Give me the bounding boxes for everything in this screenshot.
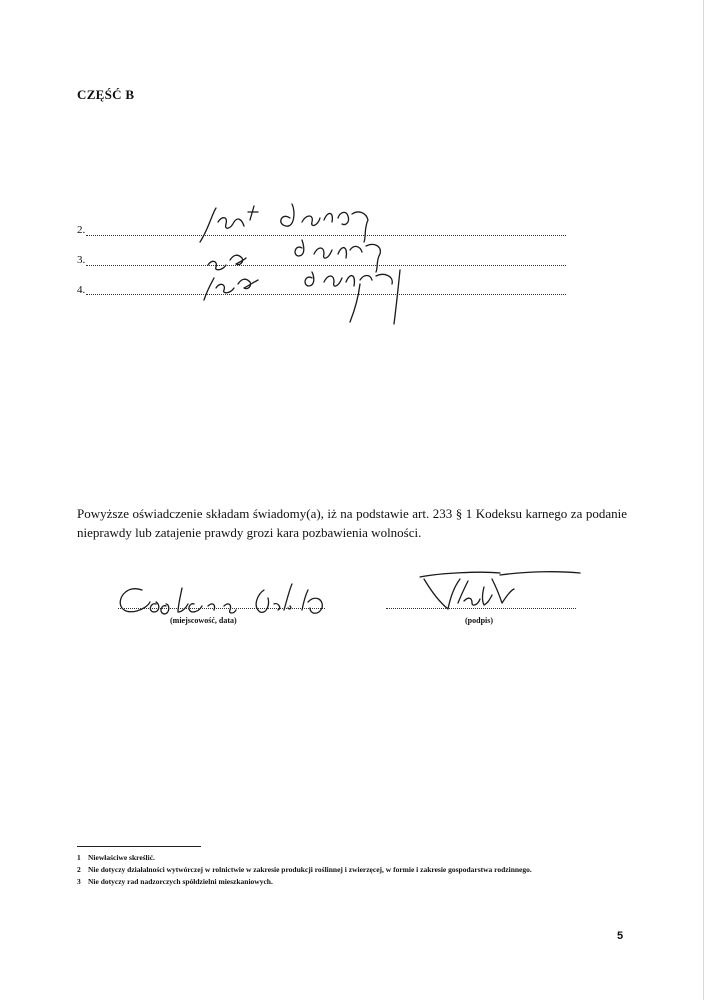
footnote-3 — [77, 877, 273, 886]
declaration-text: Powyższe oświadczenie składam świadomy(a), iż na podstawie art. 233 § 1 Kodeksu karnego za podanie nieprawdy lub zatajenie prawdy grozi kara pozbawienia wolności. — [77, 506, 627, 540]
place-date-caption: (miejscowość, data) — [170, 616, 237, 625]
footnote-text: Nie dotyczy rad nadzorczych spółdzielni mieszkaniowych. — [88, 877, 273, 886]
footnote-number: 2 — [77, 865, 81, 874]
entry-number: 3. — [77, 254, 86, 266]
footnote-text: Nie dotyczy działalności wytwórczej w rolnictwie w zakresie produkcji roślinnej i zwierzęcej, w formie i zakresie gospodarstwa rodzinnego. — [88, 865, 532, 874]
page-number: 5 — [617, 930, 624, 942]
footnote-1 — [77, 853, 155, 862]
footnote-rule — [77, 846, 201, 847]
footnote-number: 1 — [77, 853, 81, 862]
footnote-number: 3 — [77, 877, 81, 886]
signature-handwriting — [400, 565, 590, 615]
scan-edge — [703, 0, 704, 1000]
footnote-text: Niewłaściwe skreślić. — [88, 853, 155, 862]
entry-number: 4. — [77, 284, 86, 296]
footnote-2 — [77, 865, 532, 874]
entry-number: 2. — [77, 224, 86, 236]
signature-caption: (podpis) — [465, 616, 494, 625]
handwritten-entries — [190, 200, 430, 325]
section-heading: CZĘŚĆ B — [77, 87, 135, 102]
place-date-handwriting — [112, 580, 342, 620]
